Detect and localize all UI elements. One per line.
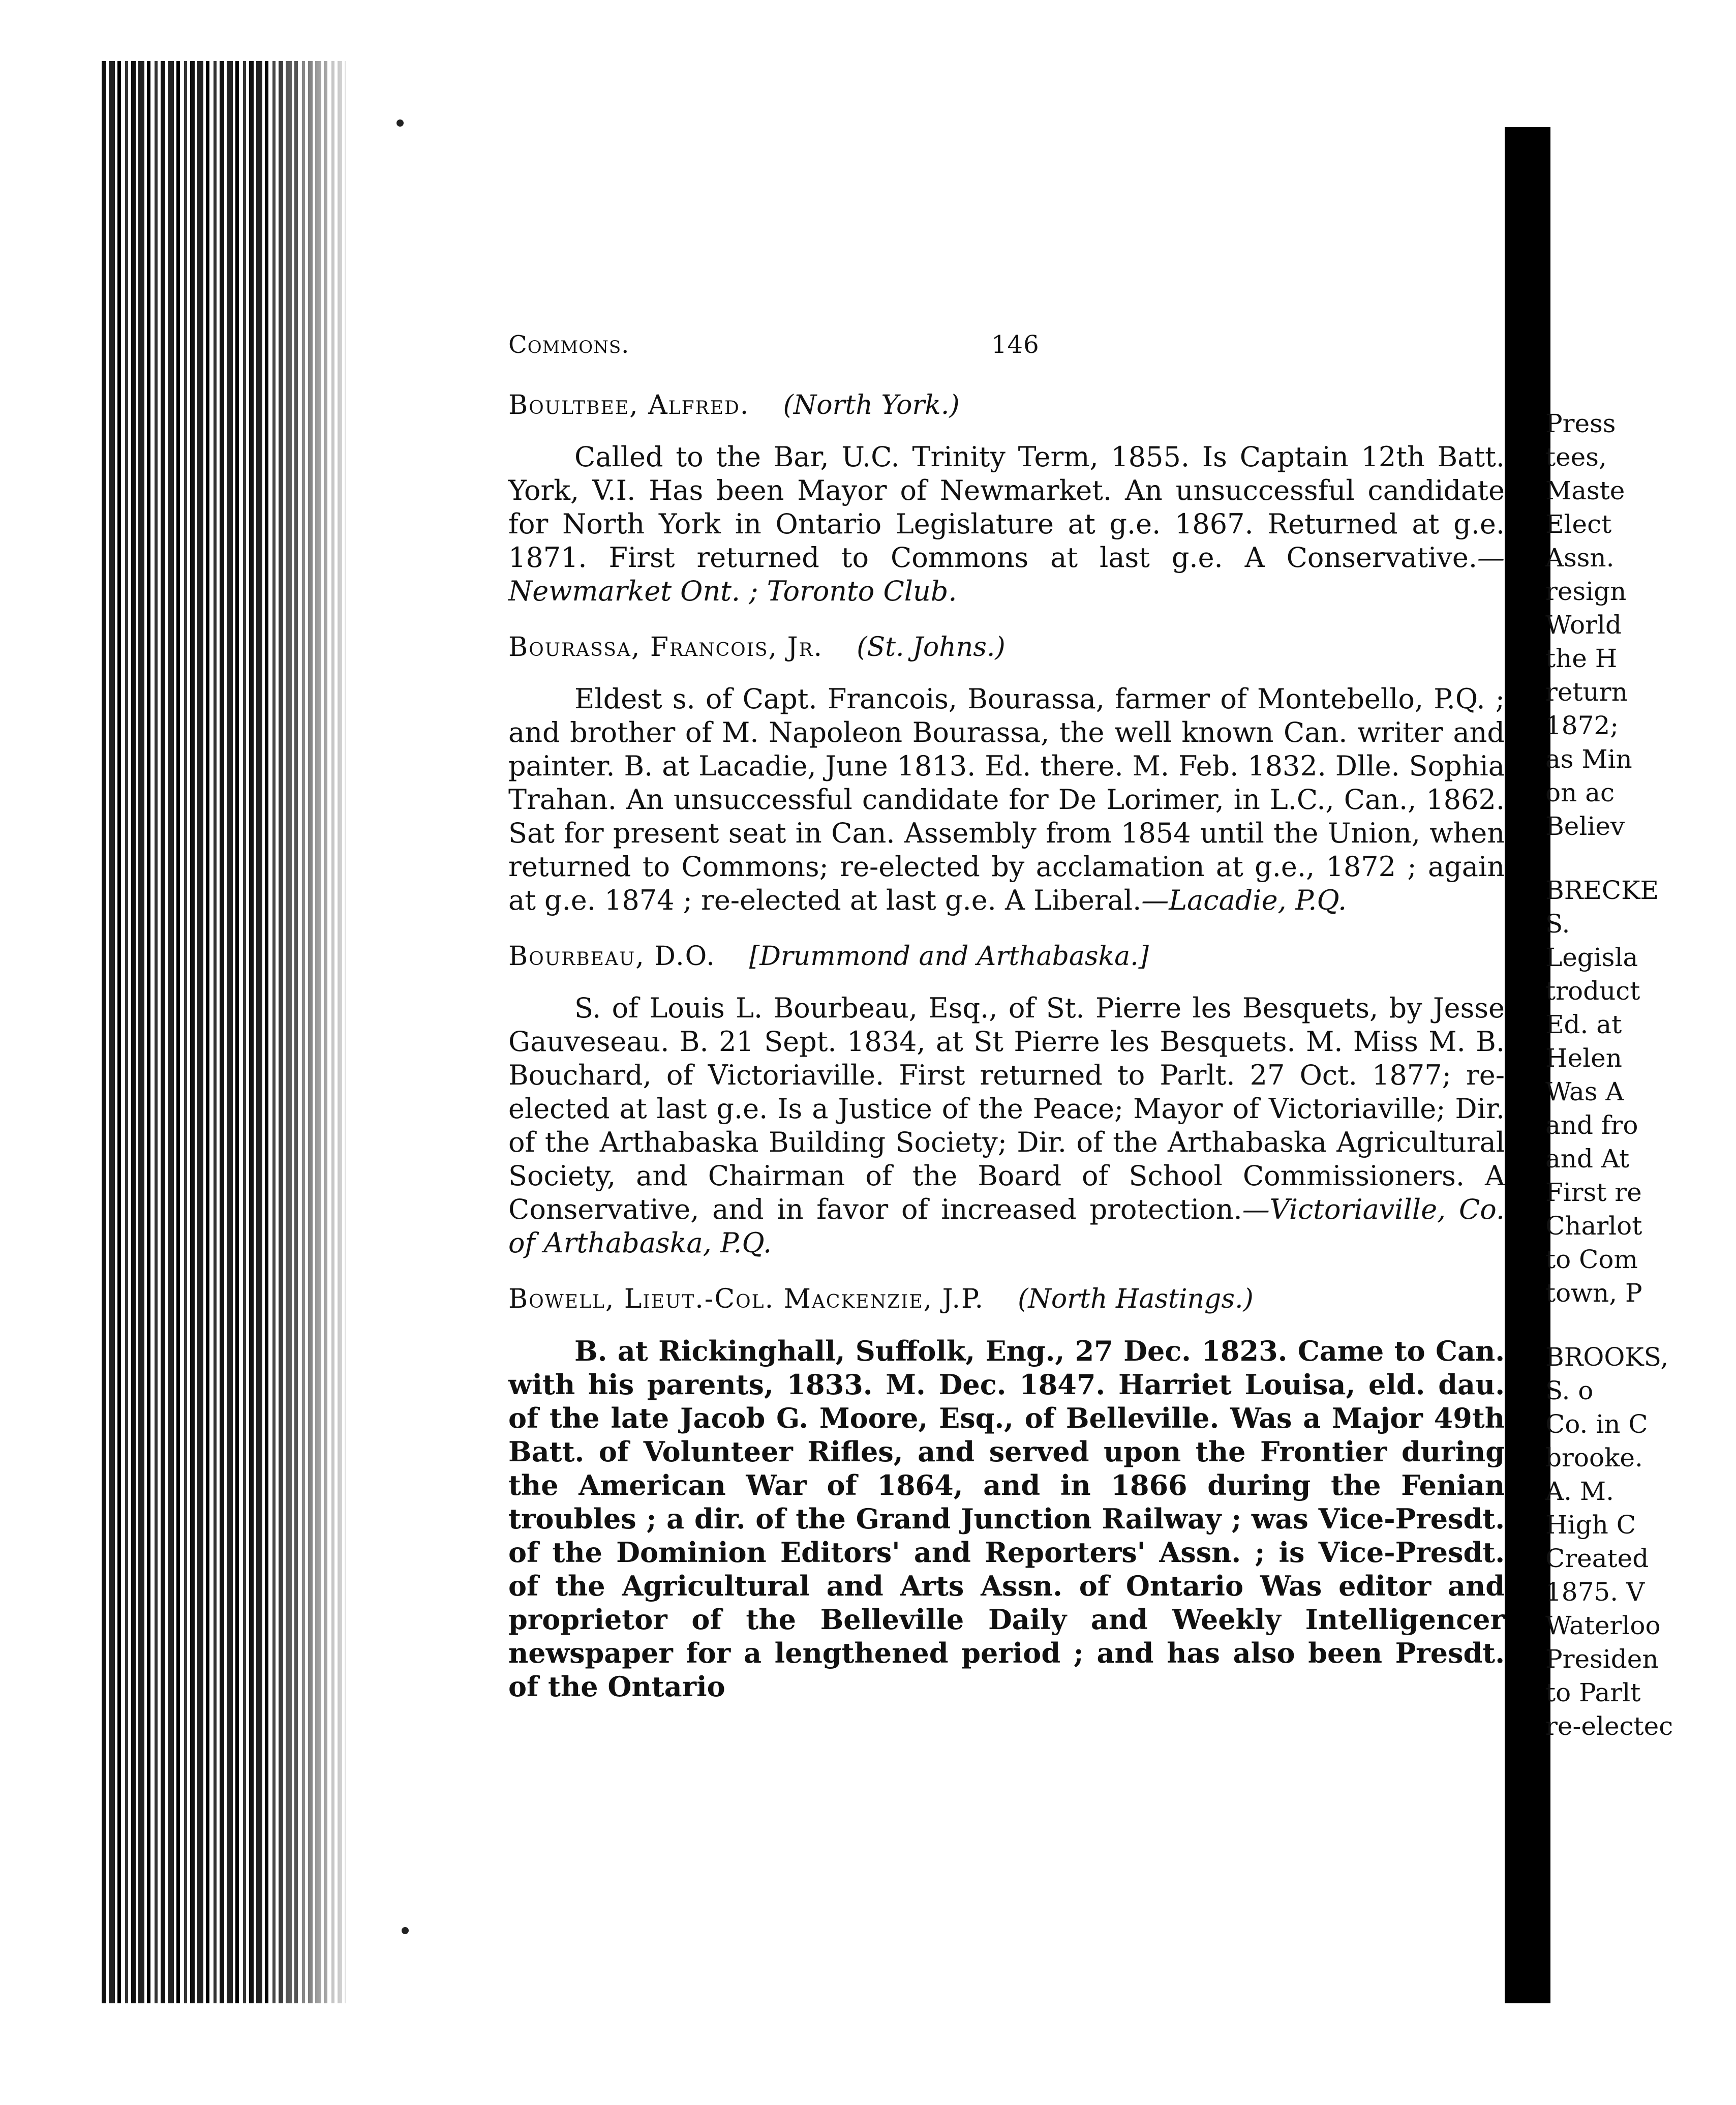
entry-heading <box>508 629 1505 665</box>
facing-page-line: as Min <box>1545 744 1632 774</box>
entry-body <box>508 991 1505 1260</box>
member-name: Bourbeau, D.O. <box>508 941 716 972</box>
facing-page-line: Elect <box>1545 509 1612 539</box>
address: —Newmarket Ont. ; Toronto Club. <box>508 542 1505 607</box>
facing-page-line: brooke. <box>1545 1443 1643 1472</box>
biography: Eldest s. of Capt. Francois, Bourassa, farmer of Montebello, P.Q. ; and brother of M. Napoleon Bourassa, the well known Can. writer and painter. B. at Lacadie, June 1813. Ed. there. M. Feb. 1832. Dlle. Sophia Trahan. An unsuccessful candidate for De Lorimer, in L.C., Can., 1862. Sat for present seat in Can. Assembly from 1854 until the Union, when returned to Commons; re-elected by acclamation at g.e., 1872 ; again at g.e. 1874 ; re-elected at last g.e. A Liberal. <box>508 683 1505 916</box>
facing-page-line: to Com <box>1545 1245 1638 1274</box>
facing-page-line: Press <box>1545 409 1616 438</box>
biography: S. of Louis L. Bourbeau, Esq., of St. Pierre les Besquets, by Jesse Gauveseau. B. 21 Sept. 1834, at St Pierre les Besquets. M. Miss M. B. Bouchard, of Victoriaville. First returned to Parlt. 27 Oct. 1877; re-elected at last g.e. Is a Justice of the Peace; Mayor of Victoriaville; Dir. of the Arthabaska Building Society; Dir. of the Arthabaska Agricultural Society, and Chairman of the Board of School Commissioners. A Conservative, and in favor of increased protection. <box>508 992 1505 1225</box>
facing-page-line: on ac <box>1545 778 1615 807</box>
entry-bourbeau <box>508 939 1505 1260</box>
entry-body <box>508 682 1505 917</box>
facing-page-line: return <box>1545 677 1628 707</box>
facing-page-line: and fro <box>1545 1110 1638 1140</box>
running-head <box>508 315 1505 366</box>
entry-bowell <box>508 1281 1505 1703</box>
speck <box>402 1927 409 1934</box>
facing-page-line: Co. in C <box>1545 1409 1648 1439</box>
page <box>508 315 1505 1703</box>
speck <box>397 119 404 127</box>
facing-page-line: Believ <box>1545 811 1625 841</box>
facing-page-line: Was A <box>1545 1077 1624 1106</box>
facing-page-line: Ed. at <box>1545 1010 1622 1039</box>
facing-page-line: BROOKS, <box>1545 1342 1669 1372</box>
facing-page-line: Assn. <box>1545 543 1615 573</box>
facing-page-edge <box>1545 407 1728 1743</box>
facing-page-line: troduct <box>1545 976 1640 1006</box>
facing-page-line: Waterloo <box>1545 1611 1661 1640</box>
address: —Victoriaville, Co. of Arthabaska, P.Q. <box>508 1193 1505 1259</box>
entry-heading <box>508 939 1505 974</box>
facing-page-line: Presiden <box>1545 1644 1659 1674</box>
facing-page-line: BRECKE <box>1545 876 1659 905</box>
entry-body <box>508 440 1505 608</box>
facing-page-line: S. o <box>1545 1376 1594 1405</box>
entry-bourassa <box>508 629 1505 917</box>
member-name: Bourassa, Francois, Jr. <box>508 632 824 663</box>
constituency: (North York.) <box>783 390 960 420</box>
member-name: Bowell, Lieut.-Col. Mackenzie, J.P. <box>508 1284 984 1314</box>
entry-boultbee <box>508 387 1505 608</box>
facing-page-line: Charlot <box>1545 1211 1642 1241</box>
constituency: (St. Johns.) <box>857 632 1006 663</box>
address: —Lacadie, P.Q. <box>1141 884 1347 916</box>
page-number: 146 <box>991 330 1040 359</box>
facing-page-line: World <box>1545 610 1622 640</box>
section-title: Commons. <box>508 330 630 359</box>
biography: Called to the Bar, U.C. Trinity Term, 1855. Is Captain 12th Batt. York, V.I. Has been Mayor of Newmarket. An unsuccessful candidate for North York in Ontario Legislature at g.e. 1867. Returned at g.e. 1871. First returned to Commons at last g.e. A Conservative. <box>508 441 1505 574</box>
facing-page-line: Helen <box>1545 1043 1622 1073</box>
entry-body <box>508 1334 1505 1703</box>
member-name: Boultbee, Alfred. <box>508 390 750 420</box>
facing-page-line: 1872; <box>1545 711 1619 740</box>
facing-page-line: Created <box>1545 1544 1649 1573</box>
constituency: [Drummond and Arthabaska.] <box>749 941 1149 972</box>
facing-page-line: 1875. V <box>1545 1577 1645 1607</box>
entry-heading <box>508 387 1505 423</box>
facing-page-line: Maste <box>1545 476 1625 505</box>
spine-shadow <box>264 61 346 2003</box>
entry-heading <box>508 1281 1505 1317</box>
facing-page-line: First re <box>1545 1178 1642 1207</box>
facing-page-line: the H <box>1545 644 1618 673</box>
facing-page-line: Legisla <box>1545 943 1638 972</box>
facing-page-line: tees, <box>1545 442 1607 472</box>
facing-page-line: to Parlt <box>1545 1678 1641 1707</box>
facing-page-line: and At <box>1545 1144 1630 1174</box>
page-gutter <box>1505 127 1550 2003</box>
constituency: (North Hastings.) <box>1018 1284 1254 1314</box>
facing-page-line: resign <box>1545 577 1627 606</box>
facing-page-line: town, P <box>1545 1278 1642 1308</box>
facing-page-line: re-electec <box>1545 1711 1673 1741</box>
facing-page-line: High C <box>1545 1510 1636 1540</box>
facing-page-line: A. M. <box>1545 1477 1614 1506</box>
facing-page-line: S. <box>1545 909 1570 939</box>
biography: B. at Rickinghall, Suffolk, Eng., 27 Dec. 1823. Came to Can. with his parents, 1833. M. Dec. 1847. Harriet Louisa, eld. dau. of the late Jacob G. Moore, Esq., of Belleville. Was a Major 49th Batt. of Volunteer Rifles, and served upon the Frontier during the American War of 1864, and in 1866 during the Fenian troubles ; a dir. of the Grand Junction Railway ; was Vice-Presdt. of the Dominion Editors' and Reporters' Assn. ; is Vice-Presdt. of the Agricultural and Arts Assn. of Ontario Was editor and proprietor of the Belleville Daily and Weekly Intelligencer newspaper for a lengthened period ; and has also been Presdt. of the Ontario <box>508 1335 1505 1703</box>
